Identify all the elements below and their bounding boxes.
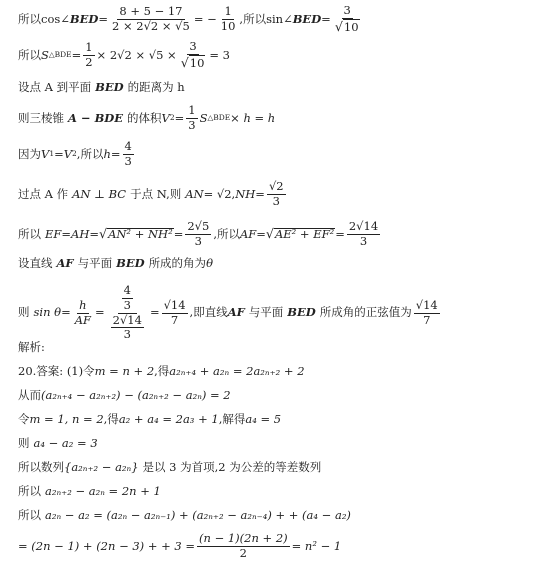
math: BED: [292, 11, 322, 26]
fraction: [186, 104, 197, 133]
math: m = 1, n = 2: [29, 412, 104, 426]
numerator: √2: [268, 179, 284, 193]
numerator: 8 + 5 − 17: [119, 4, 183, 18]
math: cos∠: [41, 11, 70, 26]
math: × 2√2 × √5 ×: [96, 47, 177, 62]
sqrt: √ AN² + NH²: [99, 225, 173, 241]
denominator: 2: [85, 54, 93, 69]
math: =: [335, 226, 345, 241]
fraction: [73, 299, 93, 328]
cos-bed-line: [18, 4, 364, 35]
numerator: 1: [85, 40, 93, 54]
math: A − BDE: [68, 110, 124, 125]
math: sin θ: [33, 305, 62, 320]
math: AH: [71, 226, 90, 241]
math: S: [41, 47, 49, 62]
math: EF: [45, 226, 62, 241]
text: 所成角的正弦值为: [319, 305, 412, 320]
an-line: [18, 180, 288, 209]
fraction: [111, 314, 144, 343]
math: θ: [206, 256, 213, 270]
denominator: 3: [124, 153, 132, 168]
sine-line: [18, 284, 442, 342]
text: 于点 N,则: [130, 186, 182, 201]
numerator: 2√14: [348, 219, 379, 233]
text: 则三棱锥: [18, 110, 64, 125]
numerator: 4: [123, 283, 131, 297]
math: h: [103, 146, 111, 161]
math: =: [95, 305, 105, 320]
text: ,即直线: [189, 305, 228, 320]
math: a₂ₙ₊₄ + a₂ₙ = 2a₂ₙ₊₂ + 2: [169, 364, 305, 378]
math: =: [89, 226, 99, 241]
math: × h = h: [230, 110, 276, 125]
math: =: [149, 305, 160, 320]
text: ,所以: [239, 11, 267, 26]
math: AF: [239, 226, 257, 241]
math: (a₂ₙ₊₄ − a₂ₙ₊₂) − (a₂ₙ₊₂ − a₂ₙ) = 2: [41, 388, 231, 402]
math: =: [255, 186, 265, 201]
math: =: [98, 11, 109, 26]
compound-fraction: [107, 284, 148, 342]
math: AN: [185, 186, 204, 201]
math: a₄ − a₂ = 3: [33, 436, 98, 450]
text: 设点 A 到平面: [18, 80, 92, 94]
denominator: 2 × 2√2 × √5: [112, 18, 190, 33]
math: =: [110, 146, 121, 161]
text: 过点 A 作: [18, 186, 69, 201]
difference-line: [18, 390, 231, 402]
math: V: [63, 146, 73, 161]
denominator: 10: [189, 55, 205, 70]
text: 设直线: [18, 256, 53, 270]
math: =: [174, 110, 185, 125]
fraction: [347, 220, 380, 249]
text: 所以数列: [18, 460, 64, 474]
math: V: [41, 146, 50, 161]
numerator: 1: [224, 4, 232, 18]
text: 与平面: [248, 305, 284, 320]
sqrt: √10: [180, 54, 205, 70]
analysis-heading: [18, 342, 45, 354]
fraction: [122, 284, 133, 313]
math: a₂ₙ₊₂ − a₂ₙ = 2n + 1: [45, 484, 161, 498]
math: =: [173, 226, 184, 241]
area-line: 所以 S △BDE = $\frac{1}{2}$ × 2√2 × √5 × $\frac{3}{√10}$ = 3: [18, 39, 230, 70]
denominator: 3: [272, 193, 280, 208]
text: 所成的角为: [148, 256, 207, 270]
text: 令: [18, 412, 30, 426]
denominator: 7: [423, 312, 431, 327]
denominator: 3: [194, 233, 202, 248]
math: S: [199, 110, 208, 125]
sqrt: √10: [334, 18, 359, 34]
a4-a2-line: [18, 438, 98, 450]
math: a₂ₙ − a₂ = (a₂ₙ − a₂ₙ₋₁) + (a₂ₙ₊₂ − a₂ₙ₋₄) + + (a₄ − a₂): [45, 508, 351, 522]
denominator: 3: [123, 327, 131, 342]
fraction: [110, 5, 192, 34]
numerator: 1: [188, 103, 196, 117]
text: 所以: [18, 47, 41, 62]
telescoping-line: [18, 510, 351, 522]
fraction: [83, 41, 94, 70]
numerator: 2√5: [187, 219, 210, 233]
text: 所以: [18, 226, 41, 241]
math: BED: [95, 80, 124, 94]
text: ,所以: [76, 146, 104, 161]
fraction: [162, 299, 188, 328]
text: ,解得: [218, 412, 246, 426]
text: 解析:: [18, 340, 45, 354]
denominator: AF: [74, 312, 92, 327]
math: {a₂ₙ₊₂ − a₂ₙ}: [64, 460, 139, 474]
answer-20-line: [18, 366, 305, 378]
math: =: [61, 226, 72, 241]
denominator: 10: [343, 19, 359, 34]
volume-line: 则三棱锥 A − BDE 的体积 V 2 = $\frac{1}{3}$ S △BDE × h = h: [18, 103, 276, 132]
fraction: [179, 40, 208, 71]
math: V: [161, 110, 170, 125]
radicand: AE² + EF²: [274, 226, 335, 241]
text: ,所以: [213, 226, 240, 241]
denominator: [107, 314, 148, 343]
math: sin∠: [266, 11, 293, 26]
text: 是以 3 为首项,2 为公差的等差数列: [142, 460, 322, 474]
text: 20.答案: (1)令: [18, 364, 95, 378]
fraction: [333, 4, 362, 35]
math: NH: [235, 186, 256, 201]
sqrt: √ AE² + EF²: [265, 225, 335, 241]
fraction: [219, 5, 238, 34]
text: 所以: [18, 508, 41, 522]
math: = 3: [209, 47, 230, 62]
angle-line: [18, 258, 213, 270]
text: 与平面: [77, 256, 113, 270]
h-value-line: 因为 V 1 = V 2 ,所以 h = $\frac{4}{3}$: [18, 139, 132, 168]
math: BED: [287, 305, 316, 320]
math: AF: [56, 256, 74, 270]
math: a₂ + a₄ = 2a₃ + 1: [118, 412, 219, 426]
sequence-line: [18, 462, 321, 474]
text: ,得: [154, 364, 170, 378]
math: = √2,: [203, 186, 236, 201]
math: a₄ = 5: [245, 412, 282, 426]
denominator: 3: [188, 117, 196, 132]
fraction: [123, 140, 134, 169]
math: = −: [193, 11, 217, 26]
math: AF: [227, 305, 245, 320]
math: m = n + 2: [94, 364, 155, 378]
denominator: 3: [123, 297, 131, 312]
text: 从而: [18, 388, 41, 402]
numerator: 2√14: [112, 312, 142, 327]
numerator: √14: [163, 297, 186, 312]
math: = (2n − 1) + (2n − 3) + + 3 =: [18, 538, 196, 553]
math: BED: [116, 256, 145, 270]
text: ,得: [103, 412, 119, 426]
math: =: [71, 47, 82, 62]
substitute-line: [18, 414, 281, 426]
denominator: 7: [170, 312, 179, 327]
text: 的体积: [127, 110, 162, 125]
text: 的距离为 h: [127, 80, 185, 94]
numerator: (n − 1)(2n + 2): [199, 531, 288, 545]
math: BED: [69, 11, 99, 26]
numerator: [118, 284, 137, 314]
fraction: [185, 220, 211, 249]
fraction: [414, 299, 440, 328]
math: =: [61, 305, 71, 320]
math: = n² − 1: [291, 538, 342, 553]
numerator: 4: [124, 139, 132, 153]
denominator: 10: [220, 18, 236, 33]
distance-line: [18, 82, 185, 94]
numerator: 3: [343, 3, 351, 17]
text: 则: [18, 436, 30, 450]
sum-line: [18, 532, 341, 561]
fraction: [267, 180, 286, 209]
math: =: [321, 11, 331, 26]
math: AN ⊥ BC: [72, 186, 127, 201]
text: 因为: [18, 146, 41, 161]
numerator: h: [79, 297, 87, 312]
recurrence-line: [18, 486, 161, 498]
denominator: 2: [239, 545, 247, 560]
text: 则: [18, 305, 30, 320]
numerator: 3: [189, 39, 197, 53]
math: =: [54, 146, 64, 161]
numerator: √14: [415, 297, 438, 312]
ef-af-line: [18, 220, 382, 249]
text: 所以: [18, 11, 41, 26]
denominator: 3: [359, 233, 368, 248]
text: 所以: [18, 484, 41, 498]
math: =: [256, 226, 266, 241]
fraction: [197, 532, 290, 561]
radicand: AN² + NH²: [108, 226, 173, 241]
